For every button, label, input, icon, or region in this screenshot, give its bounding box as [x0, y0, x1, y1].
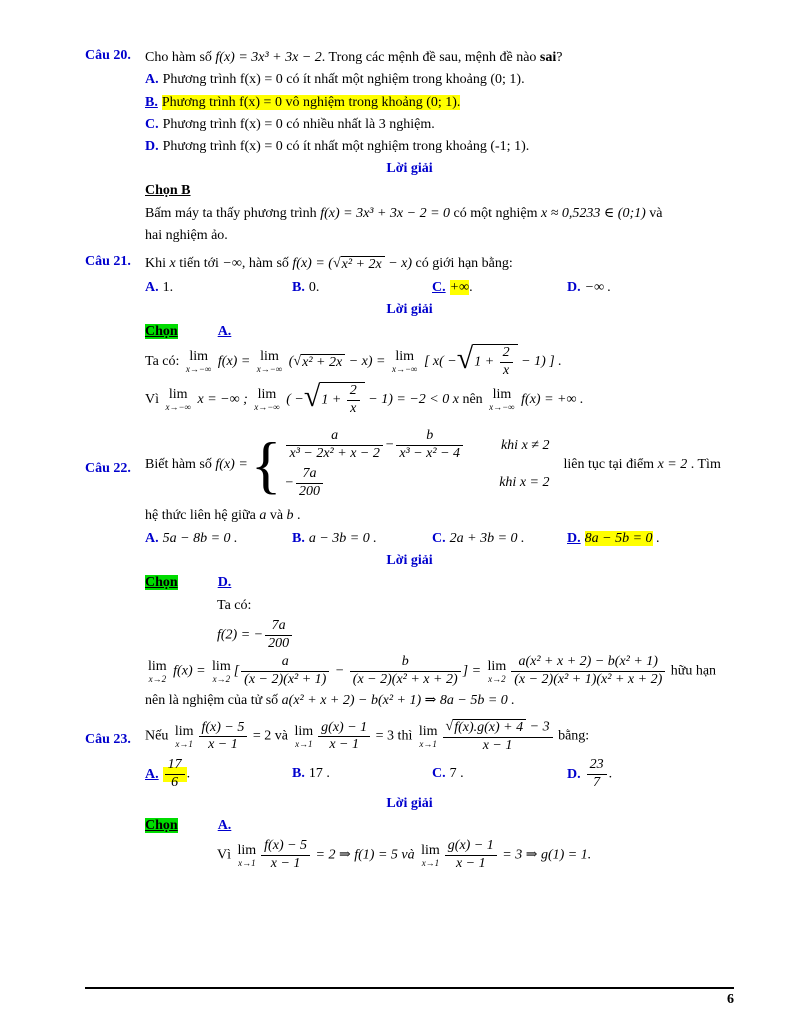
piecewise-expression: [284, 428, 465, 463]
question-22-intro: [145, 425, 734, 503]
lim-subscript: x→−∞: [165, 401, 191, 412]
fraction: [500, 345, 513, 380]
limit: [488, 660, 507, 684]
question-20-intro: [145, 48, 734, 68]
option-b: [292, 764, 432, 784]
denominator: x − 1: [445, 855, 497, 873]
chosen-letter: D.: [217, 575, 232, 591]
radicand: x² + 2x: [301, 354, 345, 370]
chon-word: Chọn: [145, 817, 178, 833]
radical-sign: √: [456, 342, 474, 376]
math: x = −∞ ;: [193, 391, 252, 407]
option-d: [567, 278, 611, 298]
chosen-answer: Chọn B: [145, 183, 191, 199]
lim-subscript: x→−∞: [391, 364, 418, 375]
math: ( −: [282, 391, 304, 407]
text: [563, 457, 720, 473]
fraction: [396, 428, 463, 463]
text: .: [293, 507, 301, 523]
lim-word: lim: [148, 658, 167, 674]
lim-subscript: x→−∞: [254, 401, 280, 412]
math: x ≈ 0,5233 ∈ (0;1): [541, 205, 646, 221]
math: x = 2: [657, 456, 688, 472]
fraction: [165, 757, 185, 792]
text: Ta có:: [145, 354, 183, 370]
option-letter: A.: [145, 279, 159, 295]
denominator: x − 1: [443, 737, 553, 755]
denominator: 200: [265, 635, 292, 653]
text: = 3 thì: [372, 729, 416, 745]
math: − 1) = −2 < 0 x: [364, 391, 459, 407]
math: f(x) = (: [292, 256, 333, 272]
math: − x) =: [345, 354, 389, 370]
loi-giai-heading: Lời giải: [386, 795, 433, 811]
limit: [148, 660, 167, 684]
radical-sign: √: [293, 353, 302, 369]
radicand: x² + 2x: [341, 256, 385, 272]
denominator: 7: [587, 774, 607, 792]
lim-subscript: x→2: [488, 673, 506, 684]
lim-subscript: x→1: [238, 857, 256, 868]
fraction: [587, 757, 607, 792]
option-letter: A.: [145, 530, 159, 546]
solution-math-line: [217, 838, 734, 873]
math: b: [286, 507, 294, 523]
options-row: [145, 278, 734, 298]
option-letter: D.: [145, 139, 159, 155]
numerator: 7a: [271, 617, 286, 633]
math: f(x) = 3x³ + 3x − 2 = 0: [320, 205, 451, 221]
numerator: f(x) − 5: [264, 838, 308, 854]
limit: [254, 388, 279, 412]
lim-subscript: x→1: [175, 738, 193, 749]
numerator: a: [331, 428, 339, 444]
option-letter: B.: [292, 279, 305, 295]
option-text: Phương trình f(x) = 0 có ít nhất một nghiệm trong khoảng (-1; 1).: [162, 139, 530, 155]
option-text: 17 .: [308, 766, 330, 782]
radicand: f(x).g(x) + 4: [453, 719, 526, 735]
text-bold: sai: [539, 50, 557, 65]
math: −: [384, 437, 395, 453]
text: , hàm số: [241, 256, 293, 272]
solution-math-line: [145, 654, 734, 689]
option-a: [145, 529, 292, 549]
text: = 2 và: [249, 729, 292, 745]
text: .: [186, 766, 191, 782]
question-20: [85, 48, 734, 246]
denominator: x³ − 2x² + x − 2: [286, 445, 382, 463]
math: 1 +: [474, 354, 498, 370]
math: [ x( −: [420, 354, 457, 370]
option-c: [432, 764, 567, 784]
denominator: x: [500, 362, 513, 380]
fraction: [511, 654, 665, 689]
numerator: 7a: [302, 466, 317, 482]
lim-subscript: x→−∞: [489, 401, 515, 412]
lim-subscript: x→−∞: [185, 364, 212, 375]
question-23-label: Câu 23.: [85, 732, 131, 748]
option-text: 0.: [308, 279, 320, 295]
lim-word: lim: [492, 386, 512, 402]
option-a: [145, 70, 734, 90]
text: nên: [458, 391, 487, 407]
option-text: 1.: [162, 279, 174, 295]
limit: [238, 844, 257, 868]
loi-giai-heading: Lời giải: [386, 301, 433, 317]
numerator: g(x) − 1: [321, 719, 368, 735]
text: Khi: [145, 256, 170, 272]
option-d: [145, 137, 734, 157]
lim-word: lim: [260, 349, 279, 365]
question-21: [85, 254, 734, 417]
option-text-highlighted: 8a − 5b = 0: [584, 530, 653, 546]
limit: [212, 660, 231, 684]
option-letter: C.: [145, 116, 159, 132]
fraction: [296, 466, 323, 501]
page-footer: [85, 987, 734, 1008]
chosen-letter: A.: [217, 323, 232, 339]
lim-word: lim: [174, 723, 194, 739]
text: và: [266, 507, 287, 523]
chosen-letter: A.: [217, 817, 232, 833]
numerator: f(x) − 5: [201, 719, 245, 735]
fraction: [265, 618, 292, 653]
square-root: [457, 344, 518, 380]
fraction: [318, 720, 370, 755]
fraction: [350, 654, 461, 689]
math: − 1) ] .: [517, 354, 562, 370]
option-b: [292, 529, 432, 549]
math: x: [169, 256, 176, 272]
fraction: [443, 719, 553, 754]
chon-line: [145, 816, 734, 836]
math: f(x) =: [215, 456, 248, 472]
piecewise-condition: khi x ≠ 2: [500, 437, 550, 453]
piecewise-expression: [284, 466, 324, 501]
option-letter: A.: [145, 72, 159, 88]
question-22: [85, 425, 734, 711]
numerator: g(x) − 1: [447, 838, 494, 854]
text: Bấm máy ta thấy phương trình: [145, 205, 321, 221]
math: −: [284, 475, 294, 491]
options-row: [145, 757, 734, 792]
math: − 3: [526, 719, 550, 735]
text: bằng:: [554, 729, 590, 745]
option-text: Phương trình f(x) = 0 có nhiều nhất là 3 nghiệm.: [162, 116, 435, 132]
page-number: 6: [727, 992, 734, 1007]
square-root: [293, 354, 345, 370]
math: a: [259, 507, 267, 523]
option-text: 2a + 3b = 0 .: [449, 530, 525, 546]
text: hữu hạn: [667, 663, 717, 679]
text: ?: [556, 50, 563, 65]
denominator: x: [347, 400, 360, 418]
question-23-intro: [145, 719, 734, 754]
option-text: 5a − 8b = 0 .: [162, 530, 238, 546]
math: ] =: [462, 663, 485, 679]
question-22-intro-line2: [145, 506, 734, 526]
option-text-highlighted: +∞: [449, 279, 470, 295]
options-row: [145, 529, 734, 549]
denominator: 200: [296, 483, 323, 501]
fraction: [445, 838, 497, 873]
denominator: x − 1: [261, 855, 310, 873]
text: nên là nghiệm của tử số: [145, 693, 282, 709]
text: hệ thức liên hệ giữa: [145, 507, 260, 523]
radical-sign: √: [332, 255, 341, 271]
text: . Tìm: [687, 456, 721, 472]
piecewise-block: [284, 425, 549, 503]
numerator: 2: [349, 382, 357, 398]
math: = 3 ⇒ g(1) = 1.: [498, 847, 592, 863]
question-22-label: Câu 22.: [85, 461, 131, 477]
fraction: [347, 383, 360, 418]
option-letter: C.: [432, 766, 446, 782]
radicand: [473, 344, 517, 380]
limit: [175, 725, 194, 749]
numerator: a(x² + x + 2) − b(x² + 1): [518, 654, 658, 670]
math: [: [233, 663, 240, 679]
lim-subscript: x→1: [295, 738, 313, 749]
numerator: b: [401, 654, 409, 670]
option-d: [567, 529, 660, 549]
math: −: [331, 663, 348, 679]
text: .: [469, 279, 473, 295]
lim-word: lim: [237, 842, 257, 858]
option-b: [292, 278, 432, 298]
denominator: (x − 2)(x² + x + 2): [350, 671, 461, 689]
limit: [294, 725, 313, 749]
solution-line: [145, 691, 734, 711]
square-root: [333, 256, 385, 272]
text: Nếu: [145, 729, 172, 745]
option-letter: D.: [567, 530, 581, 546]
math: a(x² + x + 2) − b(x² + 1) ⇒ 8a − 5b = 0 .: [281, 693, 515, 709]
option-letter: C.: [432, 279, 446, 295]
option-letter: C.: [432, 530, 446, 546]
question-20-label: Câu 20.: [85, 48, 131, 63]
limit: [257, 350, 282, 374]
radical-sign: √: [303, 379, 321, 413]
option-text: 7 .: [449, 766, 464, 782]
chon-line: [145, 322, 734, 342]
limit: [421, 844, 440, 868]
loi-giai-heading: Lời giải: [386, 161, 433, 177]
denominator: x − 1: [199, 736, 248, 754]
math: = 2 ⇒ f(1) = 5 và: [312, 847, 419, 863]
question-23: [85, 719, 734, 873]
piecewise-row: [284, 428, 549, 463]
text: liên tục tại điểm: [563, 456, 658, 472]
text: tiến tới: [175, 256, 223, 272]
solution-line: [145, 204, 734, 224]
solution-line: Ta có:: [217, 597, 252, 613]
footer-divider: [85, 987, 734, 989]
chon-line: [145, 573, 734, 593]
square-root: [446, 719, 527, 735]
chon-line: [145, 181, 734, 201]
text: có một nghiệm: [450, 205, 542, 221]
lim-word: lim: [395, 349, 415, 365]
math: f(x) = +∞ .: [517, 391, 584, 407]
math: f(x) =: [169, 663, 210, 679]
lim-word: lim: [487, 658, 507, 674]
option-text: a − 3b = 0 .: [308, 530, 377, 546]
denominator: x³ − x² − 4: [396, 445, 463, 463]
curly-brace: {: [250, 428, 282, 500]
text: .: [652, 530, 660, 546]
lim-word: lim: [168, 386, 188, 402]
denominator: x − 1: [318, 736, 370, 754]
lim-subscript: x→2: [212, 673, 231, 684]
option-c: [432, 278, 567, 298]
chon-word: Chọn: [145, 575, 178, 591]
numerator: 2: [502, 345, 510, 361]
text: .: [608, 766, 613, 782]
text: Vì: [145, 391, 163, 407]
solution-math-line: [145, 379, 734, 418]
numerator: a: [281, 654, 289, 670]
option-letter: D.: [567, 766, 581, 782]
option-letter: A.: [145, 766, 159, 782]
text: Cho hàm số: [145, 50, 216, 65]
option-c: [145, 115, 734, 135]
fraction: [286, 428, 382, 463]
limit: [419, 725, 438, 749]
question-21-intro: [145, 254, 734, 274]
radical-sign: √: [445, 719, 454, 735]
limit: [489, 388, 514, 412]
question-21-label: Câu 21.: [85, 254, 131, 270]
solution-math-line: [217, 618, 734, 653]
text: và: [645, 205, 663, 221]
option-text: Phương trình f(x) = 0 có ít nhất một nghiệm trong khoảng (0; 1).: [162, 72, 525, 88]
limit: [392, 350, 417, 374]
math: −∞: [222, 256, 242, 272]
piecewise-row: [284, 466, 549, 501]
option-fraction-highlighted: [163, 757, 187, 791]
math: f(2) = −: [217, 627, 264, 643]
text: Biết hàm số: [145, 456, 212, 472]
solution-math-line: [145, 344, 734, 380]
math: f(x) =: [214, 354, 254, 370]
denominator: (x − 2)(x² + 1): [241, 671, 329, 689]
option-c: [432, 529, 567, 549]
piecewise-condition: khi x = 2: [499, 475, 550, 491]
text: Vì: [217, 847, 235, 863]
option-b: [145, 93, 734, 113]
solution-line: hai nghiệm ảo.: [145, 228, 228, 244]
math: (: [285, 354, 294, 370]
square-root: [303, 379, 365, 418]
math: − x): [384, 256, 413, 272]
limit: [186, 350, 211, 374]
fraction: [241, 654, 329, 689]
lim-subscript: x→2: [148, 673, 167, 684]
lim-word: lim: [189, 349, 208, 365]
lim-word: lim: [257, 386, 277, 402]
option-text: −∞ .: [584, 279, 612, 295]
option-letter: B.: [292, 766, 305, 782]
lim-subscript: x→1: [419, 738, 437, 749]
denominator: 6: [165, 774, 185, 792]
text: có giới hạn bằng:: [412, 256, 513, 272]
fraction: [199, 720, 248, 755]
math: f(x) = 3x³ + 3x − 2: [215, 50, 322, 65]
chon-word: Chọn: [145, 323, 178, 339]
option-letter: D.: [567, 279, 581, 295]
option-text-highlighted: Phương trình f(x) = 0 vô nghiệm trong khoảng (0; 1).: [161, 94, 461, 110]
lim-word: lim: [212, 658, 231, 674]
numerator: 17: [167, 757, 182, 773]
option-d: [567, 757, 612, 792]
lim-word: lim: [421, 842, 440, 858]
math: 1 +: [321, 392, 345, 408]
numerator: [443, 719, 553, 736]
lim-subscript: x→−∞: [256, 364, 283, 375]
radicand: [320, 382, 364, 418]
lim-subscript: x→1: [421, 857, 440, 868]
denominator: (x − 2)(x² + 1)(x² + x + 2): [511, 671, 665, 689]
option-a: [145, 757, 292, 792]
option-a: [145, 278, 292, 298]
fraction: [261, 838, 310, 873]
numerator: 23: [589, 757, 604, 773]
numerator: b: [426, 428, 434, 444]
lim-word: lim: [418, 723, 438, 739]
lim-word: lim: [294, 723, 314, 739]
limit: [166, 388, 191, 412]
option-letter: B.: [145, 94, 158, 110]
option-letter: B.: [292, 530, 305, 546]
loi-giai-heading: Lời giải: [386, 553, 433, 569]
text: . Trong các mệnh đề sau, mệnh đề nào: [321, 50, 540, 65]
